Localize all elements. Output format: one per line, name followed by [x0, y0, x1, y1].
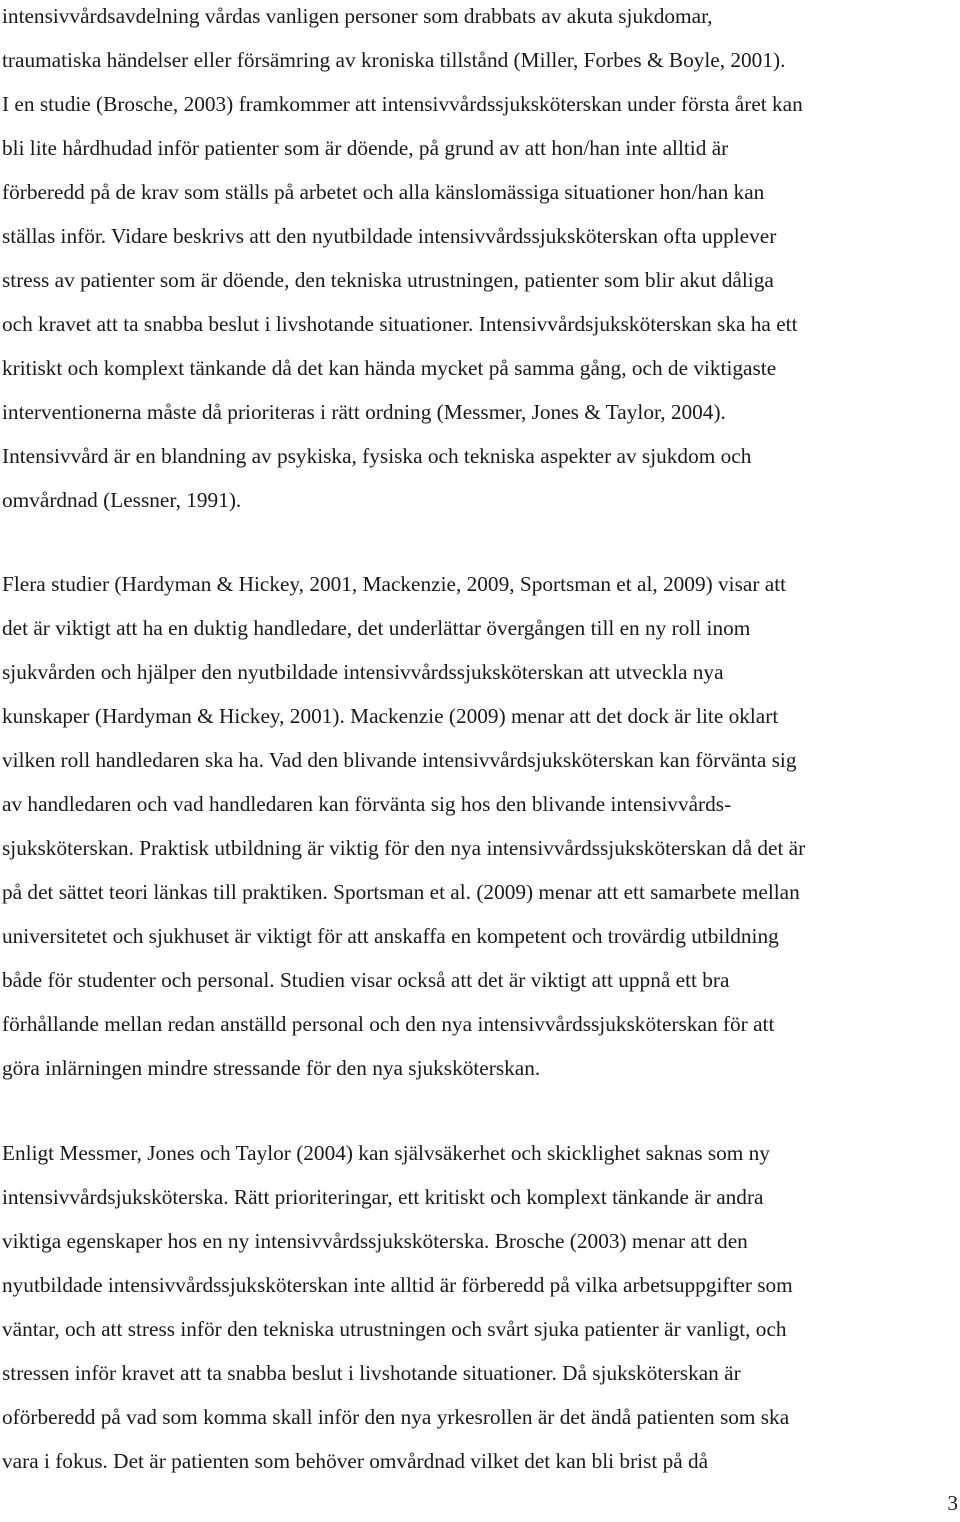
paragraph-supervision-studies — [2, 562, 960, 1090]
text-line: på det sättet teori länkas till praktiken. Sportsman et al. (2009) menar att ett samarbete mellan — [2, 880, 800, 904]
text-line: intensivvårdsavdelning vårdas vanligen personer som drabbats av akuta sjukdomar, — [2, 4, 713, 28]
text-line: Flera studier (Hardyman & Hickey, 2001, Mackenzie, 2009, Sportsman et al, 2009) visar att — [2, 572, 787, 596]
paragraph-new-nurse-challenges — [2, 1131, 960, 1483]
text-line: stressen inför kravet att ta snabba beslut i livshotande situationer. Då sjuksköterskan är — [2, 1361, 741, 1385]
text-line: intensivvårdsjuksköterska. Rätt prioriteringar, ett kritiskt och komplext tänkande är andra — [2, 1185, 764, 1209]
text-line: traumatiska händelser eller försämring av kroniska tillstånd (Miller, Forbes & Boyle, 2001). — [2, 48, 786, 72]
text-line: sjuksköterskan. Praktisk utbildning är viktig för den nya intensivvårdssjuksköterskan då det är — [2, 836, 806, 860]
text-line: ställas inför. Vidare beskrivs att den nyutbildade intensivvårdssjuksköterskan ofta upplever — [2, 224, 777, 248]
text-line: väntar, och att stress inför den tekniska utrustningen och svårt sjuka patienter är vanligt, och — [2, 1317, 787, 1341]
text-line: och kravet att ta snabba beslut i livshotande situationer. Intensivvårdsjuksköterskan ska ha ett — [2, 312, 798, 336]
text-line: oförberedd på vad som komma skall inför den nya yrkesrollen är det ändå patienten som ska — [2, 1405, 790, 1429]
text-line: sjukvården och hjälper den nyutbildade intensivvårdssjuksköterskan att utveckla nya — [2, 660, 724, 684]
text-line: av handledaren och vad handledaren kan förvänta sig hos den blivande intensivvårds- — [2, 792, 732, 816]
text-line: vara i fokus. Det är patienten som behöver omvårdnad vilket det kan bli brist på då — [2, 1449, 709, 1473]
text-line: kunskaper (Hardyman & Hickey, 2001). Mackenzie (2009) menar att det dock är lite oklart — [2, 704, 779, 728]
text-line: det är viktigt att ha en duktig handledare, det underlättar övergången till en ny roll inom — [2, 616, 751, 640]
text-line: stress av patienter som är döende, den tekniska utrustningen, patienter som blir akut dåliga — [2, 268, 774, 292]
text-line: både för studenter och personal. Studien visar också att det är viktigt att uppnå ett bra — [2, 968, 730, 992]
text-line: förhållande mellan redan anställd personal och den nya intensivvårdssjuksköterskan för att — [2, 1012, 775, 1036]
text-line: förberedd på de krav som ställs på arbetet och alla känslomässiga situationer hon/han kan — [2, 180, 765, 204]
text-line: omvårdnad (Lessner, 1991). — [2, 488, 242, 512]
text-line: nyutbildade intensivvårdssjuksköterskan inte alltid är förberedd på vilka arbetsuppgifter som — [2, 1273, 793, 1297]
page-number: 3 — [947, 1491, 958, 1515]
text-line: viktiga egenskaper hos en ny intensivvårdssjuksköterska. Brosche (2003) menar att den — [2, 1229, 748, 1253]
text-line: kritiskt och komplext tänkande då det kan hända mycket på samma gång, och de viktigaste — [2, 356, 777, 380]
text-line: universitetet och sjukhuset är viktigt för att anskaffa en kompetent och trovärdig utbildning — [2, 924, 779, 948]
text-line: göra inlärningen mindre stressande för den nya sjuksköterskan. — [2, 1056, 541, 1080]
text-line: Intensivvård är en blandning av psykiska, fysiska och tekniska aspekter av sjukdom och — [2, 444, 752, 468]
text-line: interventionerna måste då prioriteras i rätt ordning (Messmer, Jones & Taylor, 2004). — [2, 400, 726, 424]
text-line: bli lite hårdhudad inför patienter som är döende, på grund av att hon/han inte alltid är — [2, 136, 729, 160]
paragraph-intensive-care-overview — [2, 0, 960, 522]
text-line: I en studie (Brosche, 2003) framkommer att intensivvårdssjuksköterskan under första året kan — [2, 92, 803, 116]
text-line: Enligt Messmer, Jones och Taylor (2004) kan självsäkerhet och skicklighet saknas som ny — [2, 1141, 770, 1165]
text-line: vilken roll handledaren ska ha. Vad den blivande intensivvårdsjuksköterskan kan förvänta sig — [2, 748, 797, 772]
